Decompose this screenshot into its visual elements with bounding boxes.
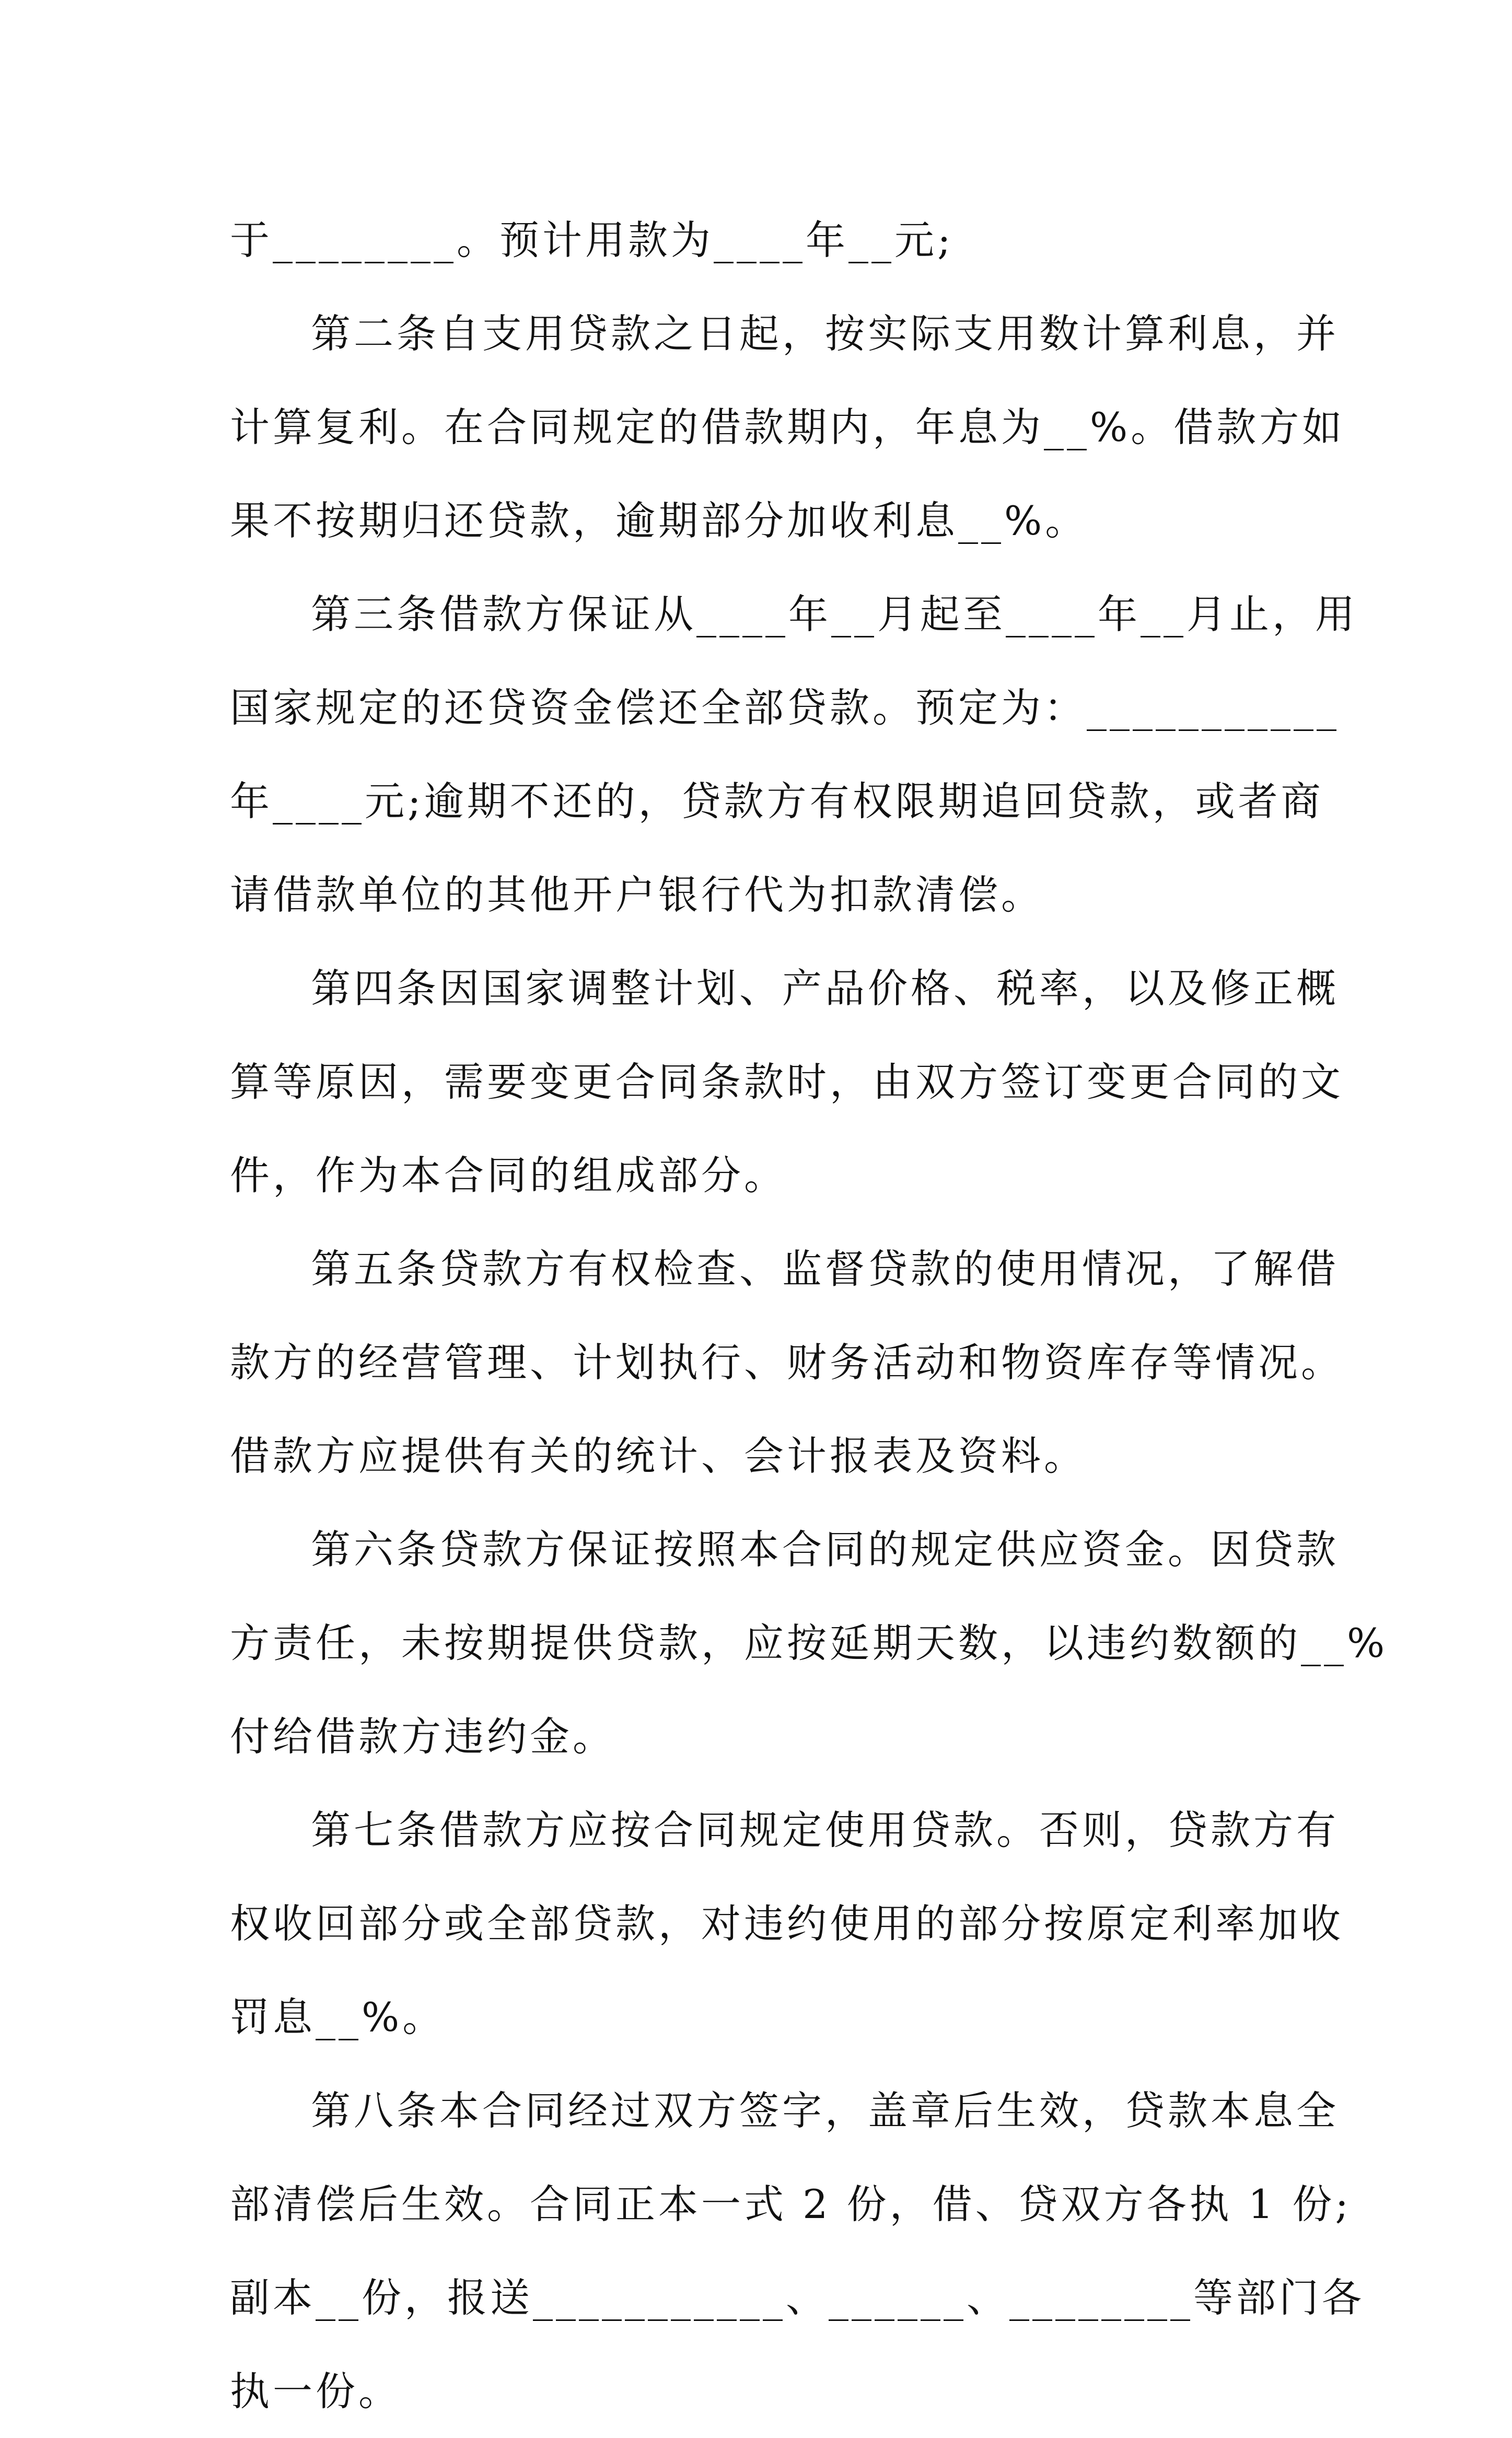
text-line: 执一份。 — [230, 2368, 401, 2414]
text-line: 罚息__%。 — [230, 1994, 446, 2040]
text-line: 方责任，未按期提供贷款，应按延期天数，以违约数额的__% — [230, 1620, 1388, 1666]
text-line: 第三条借款方保证从____年__月起至____年__月止，用 — [311, 591, 1358, 637]
text-line: 第六条贷款方保证按照本合同的规定供应资金。因贷款 — [311, 1526, 1339, 1573]
text-line: 年____元;逾期不还的，贷款方有权限期追回贷款，或者商 — [230, 778, 1324, 825]
text-line: 果不按期归还贷款，逾期部分加收利息__%。 — [230, 497, 1088, 544]
text-line: 第五条贷款方有权检查、监督贷款的使用情况，了解借 — [311, 1246, 1339, 1292]
text-line: 第四条因国家调整计划、产品价格、税率，以及修正概 — [311, 965, 1339, 1012]
text-line: 副本__份，报送___________、______、________等部门各 — [230, 2274, 1365, 2321]
contract-body — [230, 193, 1388, 2438]
text-line: 付给借款方违约金。 — [230, 1713, 615, 1760]
text-line: 件，作为本合同的组成部分。 — [230, 1152, 787, 1199]
text-line: 第八条本合同经过双方签字，盖章后生效，贷款本息全 — [311, 2087, 1339, 2134]
text-line: 权收回部分或全部贷款，对违约使用的部分按原定利率加收 — [230, 1900, 1344, 1947]
text-line: 请借款单位的其他开户银行代为扣款清偿。 — [230, 872, 1044, 918]
text-line: 部清偿后生效。合同正本一式 2 份，借、贷双方各执 1 份; — [230, 2181, 1352, 2227]
text-line: 第七条借款方应按合同规定使用贷款。否则，贷款方有 — [311, 1807, 1339, 1853]
text-line: 国家规定的还贷资金偿还全部贷款。预定为：___________ — [230, 684, 1340, 731]
text-line: 第二条自支用贷款之日起，按实际支用数计算利息，并 — [311, 310, 1339, 357]
text-line: 于________。预计用款为____年__元; — [230, 217, 954, 263]
text-line: 款方的经营管理、计划执行、财务活动和物资库存等情况。 — [230, 1339, 1344, 1386]
text-line: 算等原因，需要变更合同条款时，由双方签订变更合同的文 — [230, 1059, 1344, 1105]
text-line: 借款方应提供有关的统计、会计报表及资料。 — [230, 1433, 1087, 1479]
text-line: 计算复利。在合同规定的借款期内，年息为__%。借款方如 — [230, 404, 1345, 450]
